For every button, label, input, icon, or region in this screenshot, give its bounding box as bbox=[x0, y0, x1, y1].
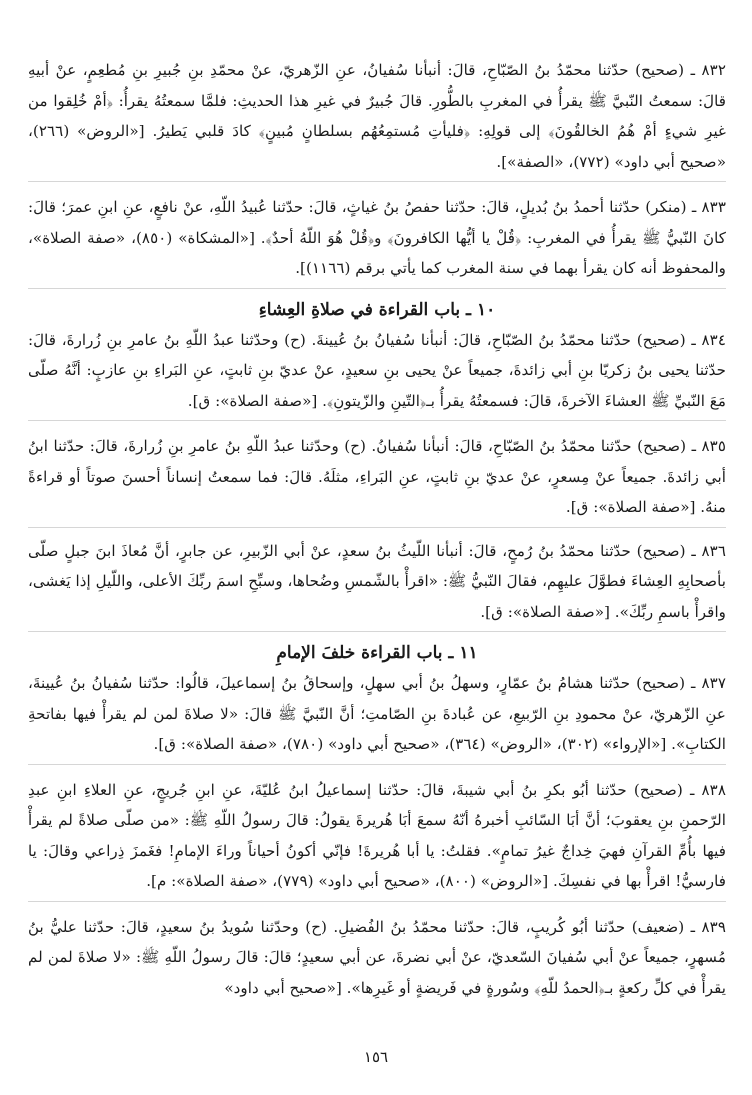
chapter-heading-10: ١٠ ـ باب القراءة في صلاةِ العِشاءِ bbox=[258, 299, 496, 320]
page-number: ١٥٦ bbox=[363, 1048, 389, 1066]
hadith-entry-837: ٨٣٧ ـ (صحيح) حدّثنا هشامُ بنُ عمّارٍ، وسهلُ بنُ أبي سهلٍ، وإسحاقُ بنُ إسماعيلَ، قالُوا: حدّثنا سُفيانُ بنُ عُيينةَ، عنِ الزّهريّ، عنْ محمودِ بنِ الرّبيعِ، عن عُبادةَ بنِ الصّامتِ؛ أنَّ النّبيَّ ﷺ قالَ: «لا صلاةَ لمن لم يقرأْ فيها بفاتحةِ الكتابِ». [«الإرواء» (٣٠٢)، «الروض» (٣٦٤)، «صحيح أبي داود» (٧٨٠)، «صفة الصلاة»: ق]. bbox=[28, 668, 726, 765]
hadith-entry-836: ٨٣٦ ـ (صحيح) حدّثنا محمّدُ بنُ رُمحٍ، قالَ: أنبأنا اللّيثُ بنُ سعدٍ، عنْ أبي الزّبيرِ، عن جابرٍ، أنَّ مُعاذَ ابنَ جبلٍ صلّى بأصحابِهِ العِشاءَ فطوَّلَ عليهِم، فقالَ النّبيُّ ﷺ: «اقرأْ بالشّمسِ وضُحاها، وسبِّحِ اسمَ ربِّكَ الأعلى، واللّيلِ إذا يَغشى، واقرأْ باسمِ ربِّكَ». [«صفة الصلاة»: ق]. bbox=[28, 536, 726, 633]
hadith-entry-838: ٨٣٨ ـ (صحيح) حدّثنا أبُو بكرِ بنُ أبي شيبةَ، قالَ: حدّثنا إسماعيلُ ابنُ عُليّةَ، عنِ ابنِ جُريجٍ، عنِ العلاءِ ابنِ عبدِ الرّحمنِ بنِ يعقوبَ؛ أنَّ أبَا السّائبِ أخبرهُ أنّهُ سمعَ أبَا هُريرةَ يقولُ: قالَ رسولُ اللّهِ ﷺ: «من صلّى صلاةً لم يقرأْ فيها بأُمِّ القرآنِ فهيَ خِداجٌ غيرُ تمامٍ». فقلتُ: يا أبا هُريرةَ! فإنّي أكونُ أحياناً وراءَ الإمامِ! فغَمزَ ذِراعي وقالَ: يا فارسيُّ! اقرأْ بها في نفسِكَ. [«الروض» (٨٠٠)، «صحيح أبي داود» (٧٧٩)، «صفة الصلاة»: م]. bbox=[28, 775, 726, 902]
hadith-entry-832: ٨٣٢ ـ (صحيح) حدّثنا محمّدُ بنُ الصّبّاحِ، قالَ: أنبأنا سُفيانُ، عنِ الزّهريّ، عنْ محمّدِ بنِ جُبيرِ بنِ مُطعِمٍ، عنْ أبيهِ قالَ: سمعتُ النّبيَّ ﷺ يقرأُ في المغربِ بالطُّورِ. قالَ جُبيرٌ في غيرِ هذا الحديثِ: فلمَّا سمعتُهُ يقرأُ: ﴿أمْ خُلِقوا من غيرِ شيءٍ أمْ هُمُ الخالقُونَ﴾ إلى قولِهِ: ﴿فليأتِ مُستمِعُهُم بسلطانٍ مُبينٍ﴾ كادَ قلبي يَطيرُ. [«الروض» (٢٦٦)، «صحيح أبي داود» (٧٧٢)، «الصفة»]. bbox=[28, 55, 726, 182]
hadith-entry-834: ٨٣٤ ـ (صحيح) حدّثنا محمّدُ بنُ الصّبّاحِ، قالَ: أنبأنا سُفيانُ بنُ عُيينةَ. (ح) وحدّثنا عبدُ اللّهِ بنُ عامرِ بنِ زُرارةَ، قالَ: حدّثنا يحيى بنُ زكريّا بنِ أبي زائدةَ، جميعاً عنْ يحيى بنِ سعيدٍ، عنْ عديّ بنِ ثابتٍ، عنِ البَراءِ بنِ عازبٍ: أنَّهُ صلّى مَعَ النّبيِّ ﷺ العشاءَ الآخرةَ، قالَ: فسمعتُهُ يقرأُ بـ﴿التّينِ والزّيتونِ﴾. [«صفة الصلاة»: ق]. bbox=[28, 325, 726, 422]
chapter-heading-11: ١١ ـ باب القراءة خلفَ الإمامِ bbox=[276, 643, 478, 663]
hadith-entry-839: ٨٣٩ ـ (ضعيف) حدّثنا أبُو كُريبٍ، قالَ: حدّثنا محمّدُ بنُ الفُضيلِ. (ح) وحدّثنا سُويدُ بنُ سعيدٍ، قالَ: حدّثنا عليُّ بنُ مُسهرٍ، جميعاً عنْ أبي سُفيانَ السّعديّ، عنْ أبي نضرةَ، عن أبي سعيدٍ؛ قالَ: قالَ رسولُ اللّهِ ﷺ: «لا صلاةَ لمن لم يقرأْ في كلِّ ركعةٍ بـ﴿الحمدُ للّهِ﴾ وسُورةٍ في فَريضةٍ أو غَيرِها». [«صحيح أبي داود» bbox=[28, 917, 726, 997]
hadith-entry-835: ٨٣٥ ـ (صحيح) حدّثنا محمّدُ بنُ الصّبّاحِ، قالَ: أنبأنا سُفيانُ. (ح) وحدّثنا عبدُ اللّهِ بنُ عامرِ بنِ زُرارةَ، قالَ: حدّثنا ابنُ أبي زائدةَ. جميعاً عنْ مِسعرٍ، عنْ عديّ بنِ ثابتٍ، عنِ البَراءِ، مثلَهُ. قالَ: فما سمعتُ إنساناً أحسنَ صوتاً أو قراءةً منهُ. [«صفة الصلاة»: ق]. bbox=[28, 431, 726, 528]
hadith-entry-833: ٨٣٣ ـ (منكر) حدّثنا أحمدُ بنُ بُديلٍ، قالَ: حدّثنا حفصُ بنُ غياثٍ، قالَ: حدّثنا عُبيدُ اللّهِ، عنْ نافعٍ، عنِ ابنِ عمرَ؛ قالَ: كانَ النّبيُّ ﷺ يقرأُ في المغربِ: ﴿قُلْ يا أيُّها الكافرونَ﴾ و﴿قُلْ هُوَ اللّهُ أحدٌ﴾. [«المشكاة» (٨٥٠)، «صفة الصلاة»، والمحفوظ أنه كان يقرأ بهما في سنة المغرب كما يأتي برقم (١١٦٦)]. bbox=[28, 192, 726, 289]
